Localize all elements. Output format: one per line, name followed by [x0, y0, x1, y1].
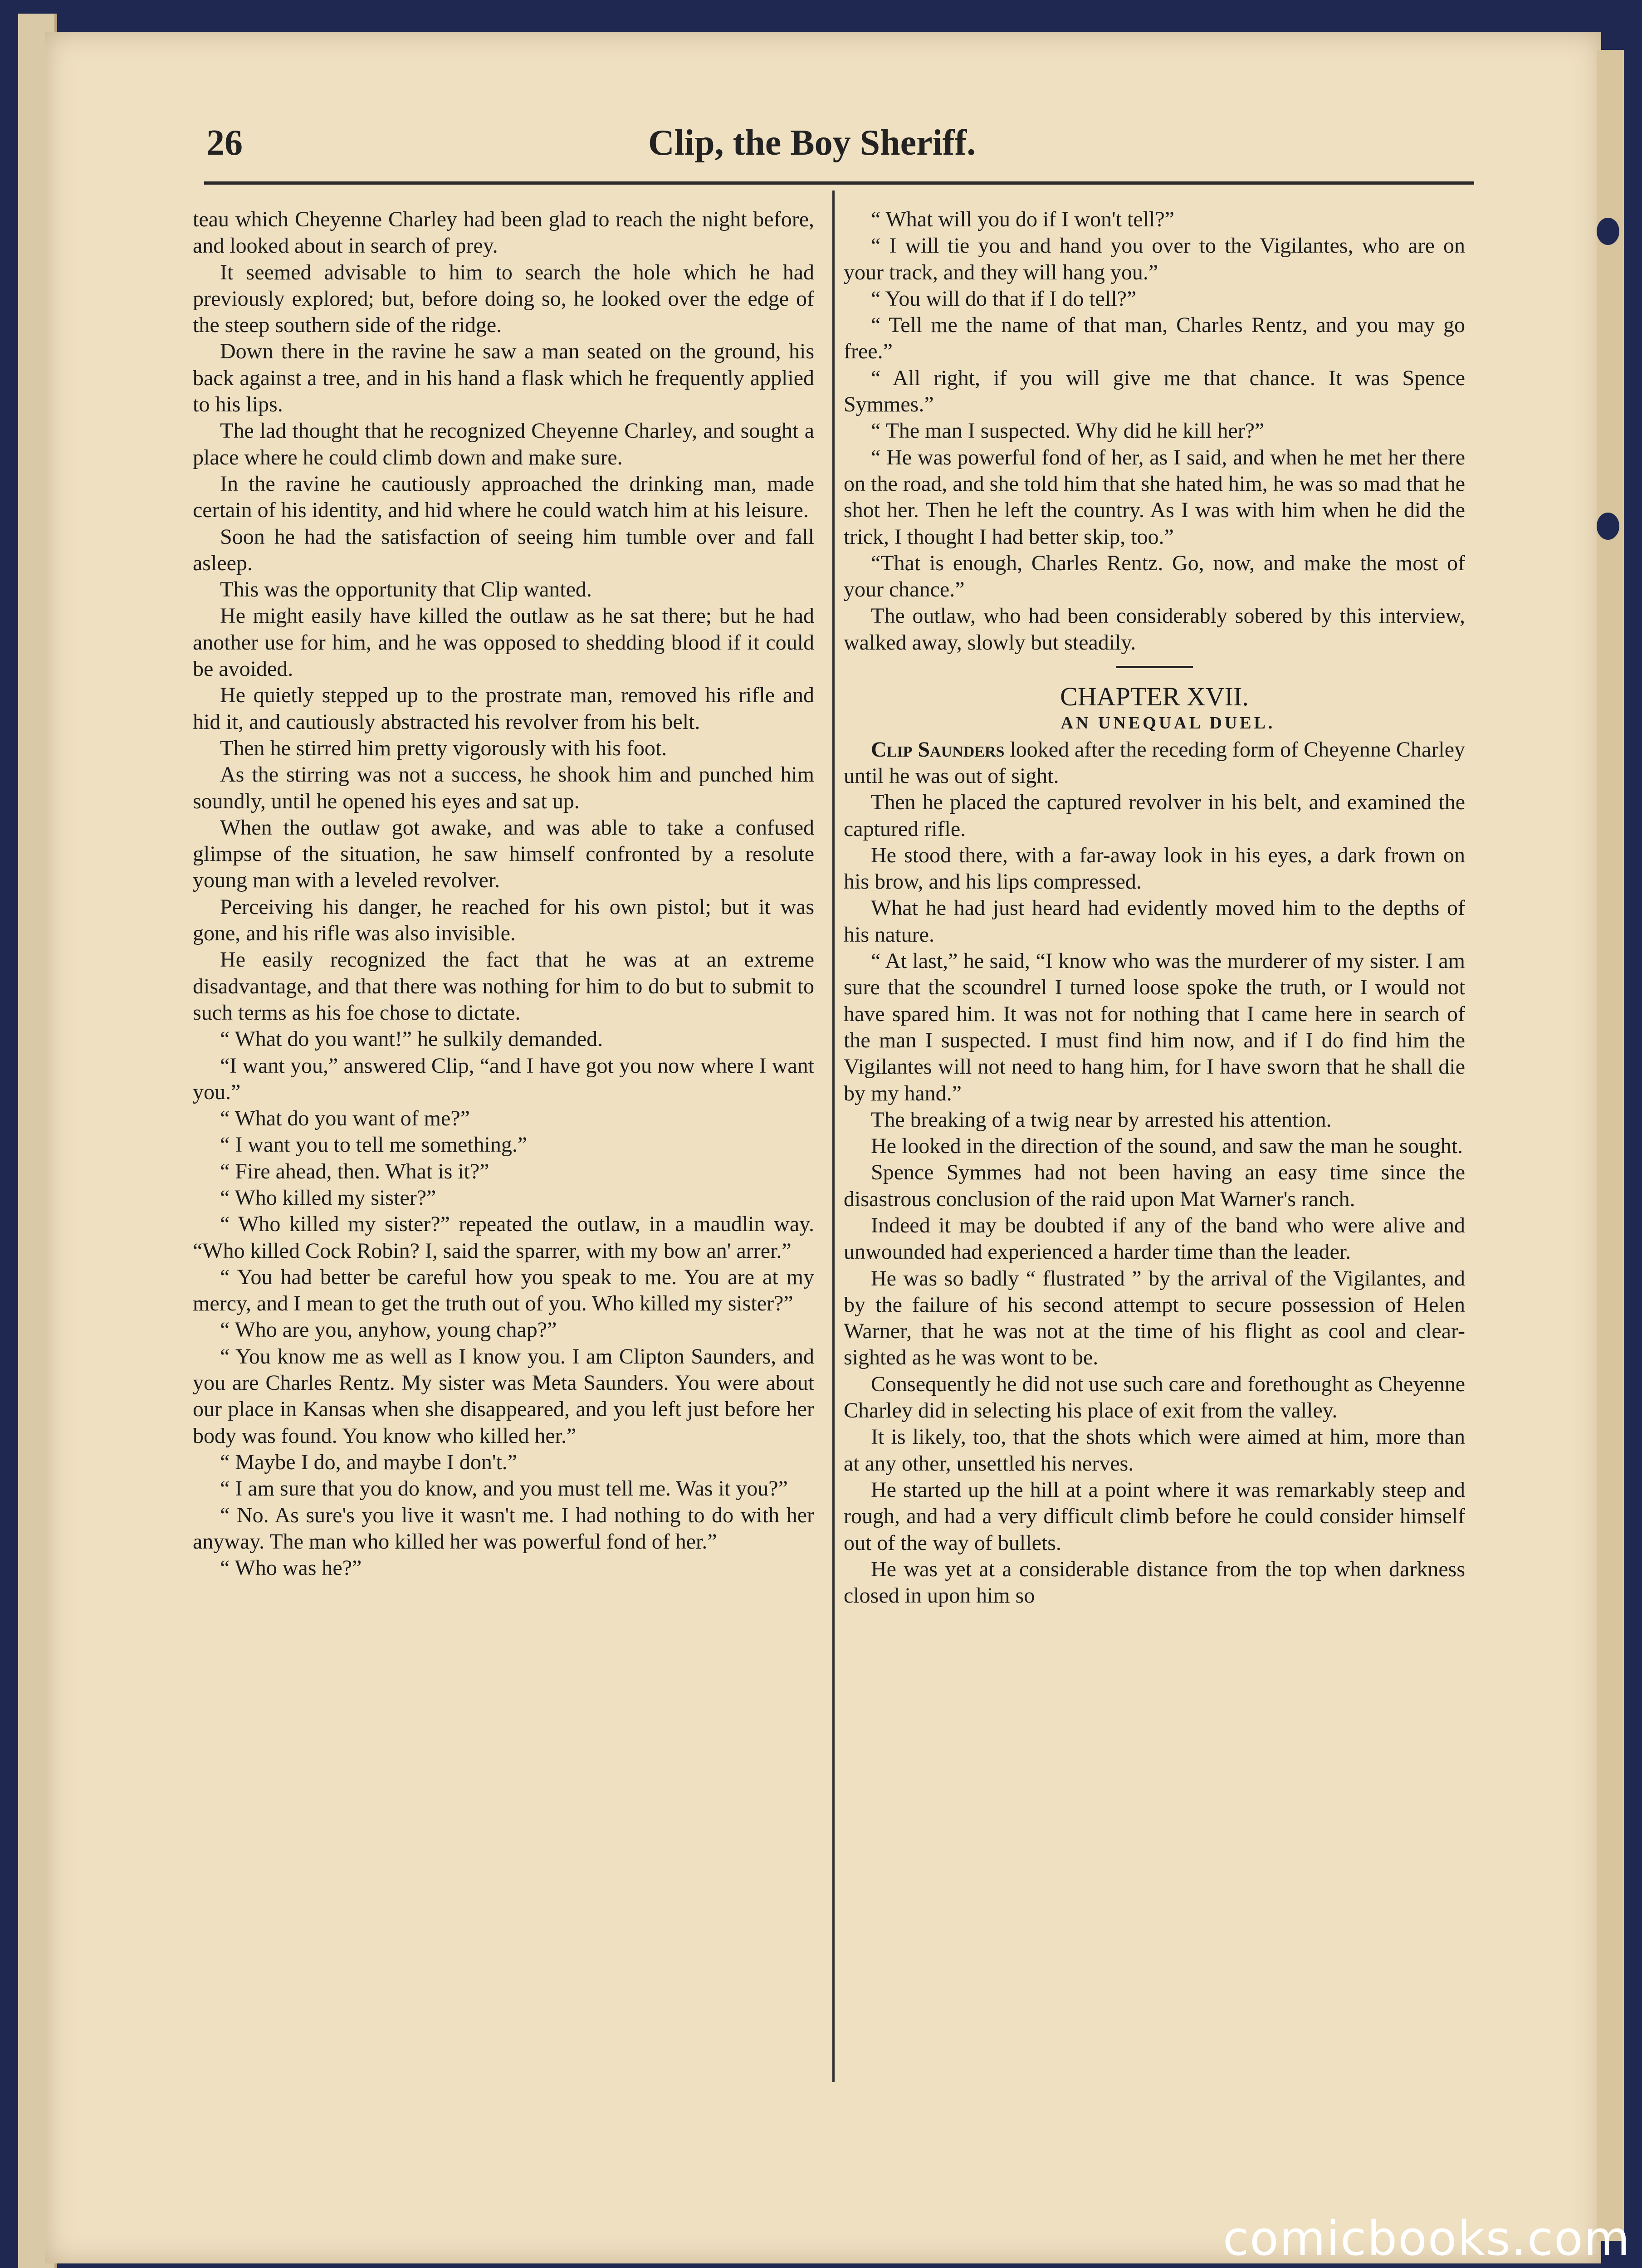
paragraph: “ He was powerful fond of her, as I said, and when he met her there on the road, and she told him that she hated him, he was so mad that he shot her. Then he left the country. As I was with him when he did the trick, I thought I had better skip, too.” — [844, 445, 1465, 549]
chapter-separator-rule — [1116, 666, 1193, 668]
paragraph: “That is enough, Charles Rentz. Go, now, and make the most of your chance.” — [844, 551, 1465, 602]
paragraph: “I want you,” answered Clip, “and I have got you now where I want you.” — [193, 1053, 814, 1104]
right-column — [844, 206, 1465, 1609]
header-rule — [204, 181, 1474, 185]
paragraph: Then he placed the captured revolver in his belt, and examined the captured rifle. — [844, 790, 1465, 841]
paragraph: Indeed it may be doubted if any of the band who were alive and unwounded had experienced a harder time than the leader. — [844, 1213, 1465, 1264]
paragraph: He looked in the direction of the sound, and saw the man he sought. — [871, 1134, 1463, 1158]
paragraph: “ Who are you, anyhow, young chap?” — [220, 1318, 557, 1342]
binding-hole-middle — [1597, 513, 1619, 540]
chapter-heading: CHAPTER XVII. — [1060, 682, 1249, 712]
paragraph: “ Who was he?” — [220, 1556, 362, 1580]
paragraph: Down there in the ravine he saw a man seated on the ground, his back against a tree, and in his hand a flask which he frequently applied to his lips. — [193, 339, 814, 417]
chapter-subtitle: AN UNEQUAL DUEL. — [1060, 714, 1275, 733]
paragraph: “ Maybe I do, and maybe I don't.” — [220, 1450, 518, 1474]
paragraph: “ The man I suspected. Why did he kill her?” — [871, 419, 1265, 443]
chapter-lead-name: Clip Saunders — [871, 737, 1005, 762]
paragraph: Then he stirred him pretty vigorously with his foot. — [220, 736, 667, 760]
paragraph: He might easily have killed the outlaw as he sat there; but he had another use for him, and he was opposed to shedding blood if it could be avoided. — [193, 604, 814, 681]
paragraph: “ I am sure that you do know, and you must tell me. Was it you?” — [220, 1476, 788, 1501]
paragraph: “ Fire ahead, then. What is it?” — [220, 1159, 489, 1183]
paragraph: He stood there, with a far-away look in his eyes, a dark frown on his brow, and his lips compressed. — [844, 843, 1465, 894]
paragraph: “ I will tie you and hand you over to the Vigilantes, who are on your track, and they will hang you.” — [844, 234, 1465, 284]
paragraph: He started up the hill at a point where it was remarkably steep and rough, and had a very difficult climb before he could consider himself out of the way of bullets. — [844, 1477, 1465, 1555]
paragraph: “ No. As sure's you live it wasn't me. I had nothing to do with her anyway. The man who killed her was powerful fond of her.” — [193, 1503, 814, 1554]
paragraph: Spence Symmes had not been having an easy time since the disastrous conclusion of the raid upon Mat Warner's ranch. — [844, 1160, 1465, 1211]
paragraph: “ What do you want of me?” — [220, 1106, 470, 1131]
paragraph: In the ravine he cautiously approached the drinking man, made certain of his identity, and hid where he could watch him at his leisure. — [193, 471, 814, 523]
left-column — [193, 206, 814, 1581]
page-header — [156, 122, 1467, 168]
column-divider — [832, 191, 835, 2082]
running-title: Clip, the Boy Sheriff. — [648, 123, 976, 163]
paragraph: “ You had better be careful how you speak to me. You are at my mercy, and I mean to get the truth out of you. Who killed my sister?” — [193, 1265, 814, 1316]
paragraph: “ What will you do if I won't tell?” — [871, 207, 1174, 231]
paragraph: He easily recognized the fact that he was at an extreme disadvantage, and that there was nothing for him to do but to submit to such terms as his foe chose to dictate. — [193, 948, 814, 1025]
paragraph: “ Who killed my sister?” repeated the outlaw, in a maudlin way. “Who killed Cock Robin? I, said the sparrer, with my bow an' arrer.” — [193, 1212, 814, 1263]
binding-hole-top — [1597, 218, 1619, 245]
paragraph: The breaking of a twig near by arrested his attention. — [871, 1107, 1332, 1132]
paragraph: “ You will do that if I do tell?” — [871, 286, 1137, 311]
chapter-lead-paragraph — [844, 737, 1465, 790]
paragraph: He quietly stepped up to the prostrate man, removed his rifle and hid it, and cautiously abstracted his revolver from his belt. — [193, 683, 814, 734]
paragraph: Perceiving his danger, he reached for his own pistol; but it was gone, and his rifle was also invisible. — [193, 894, 814, 946]
paragraph: This was the opportunity that Clip wanted. — [220, 577, 592, 602]
paragraph: “ Who killed my sister?” — [220, 1185, 436, 1210]
book-edge-right — [1597, 50, 1624, 2241]
page-number: 26 — [206, 123, 243, 163]
paragraph: As the stirring was not a success, he shook him and punched him soundly, until he opened his eyes and sat up. — [193, 763, 814, 813]
paragraph: It seemed advisable to him to search the hole which he had previously explored; but, before doing so, he looked over the edge of the steep southern side of the ridge. — [193, 260, 814, 337]
paragraph: He was yet at a considerable distance from the top when darkness closed in upon him so — [844, 1557, 1465, 1608]
chapter-lead-text: looked after the receding form of Cheyenne Charley until he was out of sight. — [844, 737, 1465, 788]
paragraph: He was so badly “ flustrated ” by the arrival of the Vigilantes, and by the failure of his second attempt to secure possession of Helen Warner, that he was not at the time of his flight as cool and clear-sighted as he was wont to be. — [844, 1266, 1465, 1370]
paragraph: When the outlaw got awake, and was able to take a confused glimpse of the situation, he saw himself confronted by a resolute young man with a leveled revolver. — [193, 815, 814, 893]
paragraph: “ Tell me the name of that man, Charles Rentz, and you may go free.” — [844, 313, 1465, 364]
paragraph: “ All right, if you will give me that chance. It was Spence Symmes.” — [844, 366, 1465, 417]
paragraph: “ What do you want!” he sulkily demanded. — [220, 1027, 603, 1051]
paragraph: “ I want you to tell me something.” — [220, 1133, 528, 1157]
paragraph: Soon he had the satisfaction of seeing him tumble over and fall asleep. — [193, 524, 814, 575]
paragraph: teau which Cheyenne Charley had been glad to reach the night before, and looked about in search of prey. — [193, 207, 814, 258]
paragraph: Consequently he did not use such care and forethought as Cheyenne Charley did in selecting his place of exit from the valley. — [844, 1372, 1465, 1423]
paragraph: “ At last,” he said, “I know who was the murderer of my sister. I am sure that the scoundrel I turned loose spoke the truth, or I would not have spared him. It was not for nothing that I came here in search of the man I suspected. I must find him now, and if I do find him the Vigilantes will not need to hang him, for I have sworn that he shall die by my hand.” — [844, 949, 1465, 1105]
paragraph: What he had just heard had evidently moved him to the depths of his nature. — [844, 896, 1465, 947]
paragraph: “ You know me as well as I know you. I am Clipton Saunders, and you are Charles Rentz. My sister was Meta Saunders. You were about our place in Kansas when she disappeared, and you left just before her body was found. You know who killed her.” — [193, 1344, 814, 1448]
watermark: comicbooks.com — [1222, 2211, 1631, 2266]
paragraph: The lad thought that he recognized Cheyenne Charley, and sought a place where he could climb down and make sure. — [193, 419, 814, 469]
paragraph: It is likely, too, that the shots which were aimed at him, more than at any other, unsettled his nerves. — [844, 1425, 1465, 1476]
paragraph: The outlaw, who had been considerably sobered by this interview, walked away, slowly but steadily. — [844, 604, 1465, 655]
